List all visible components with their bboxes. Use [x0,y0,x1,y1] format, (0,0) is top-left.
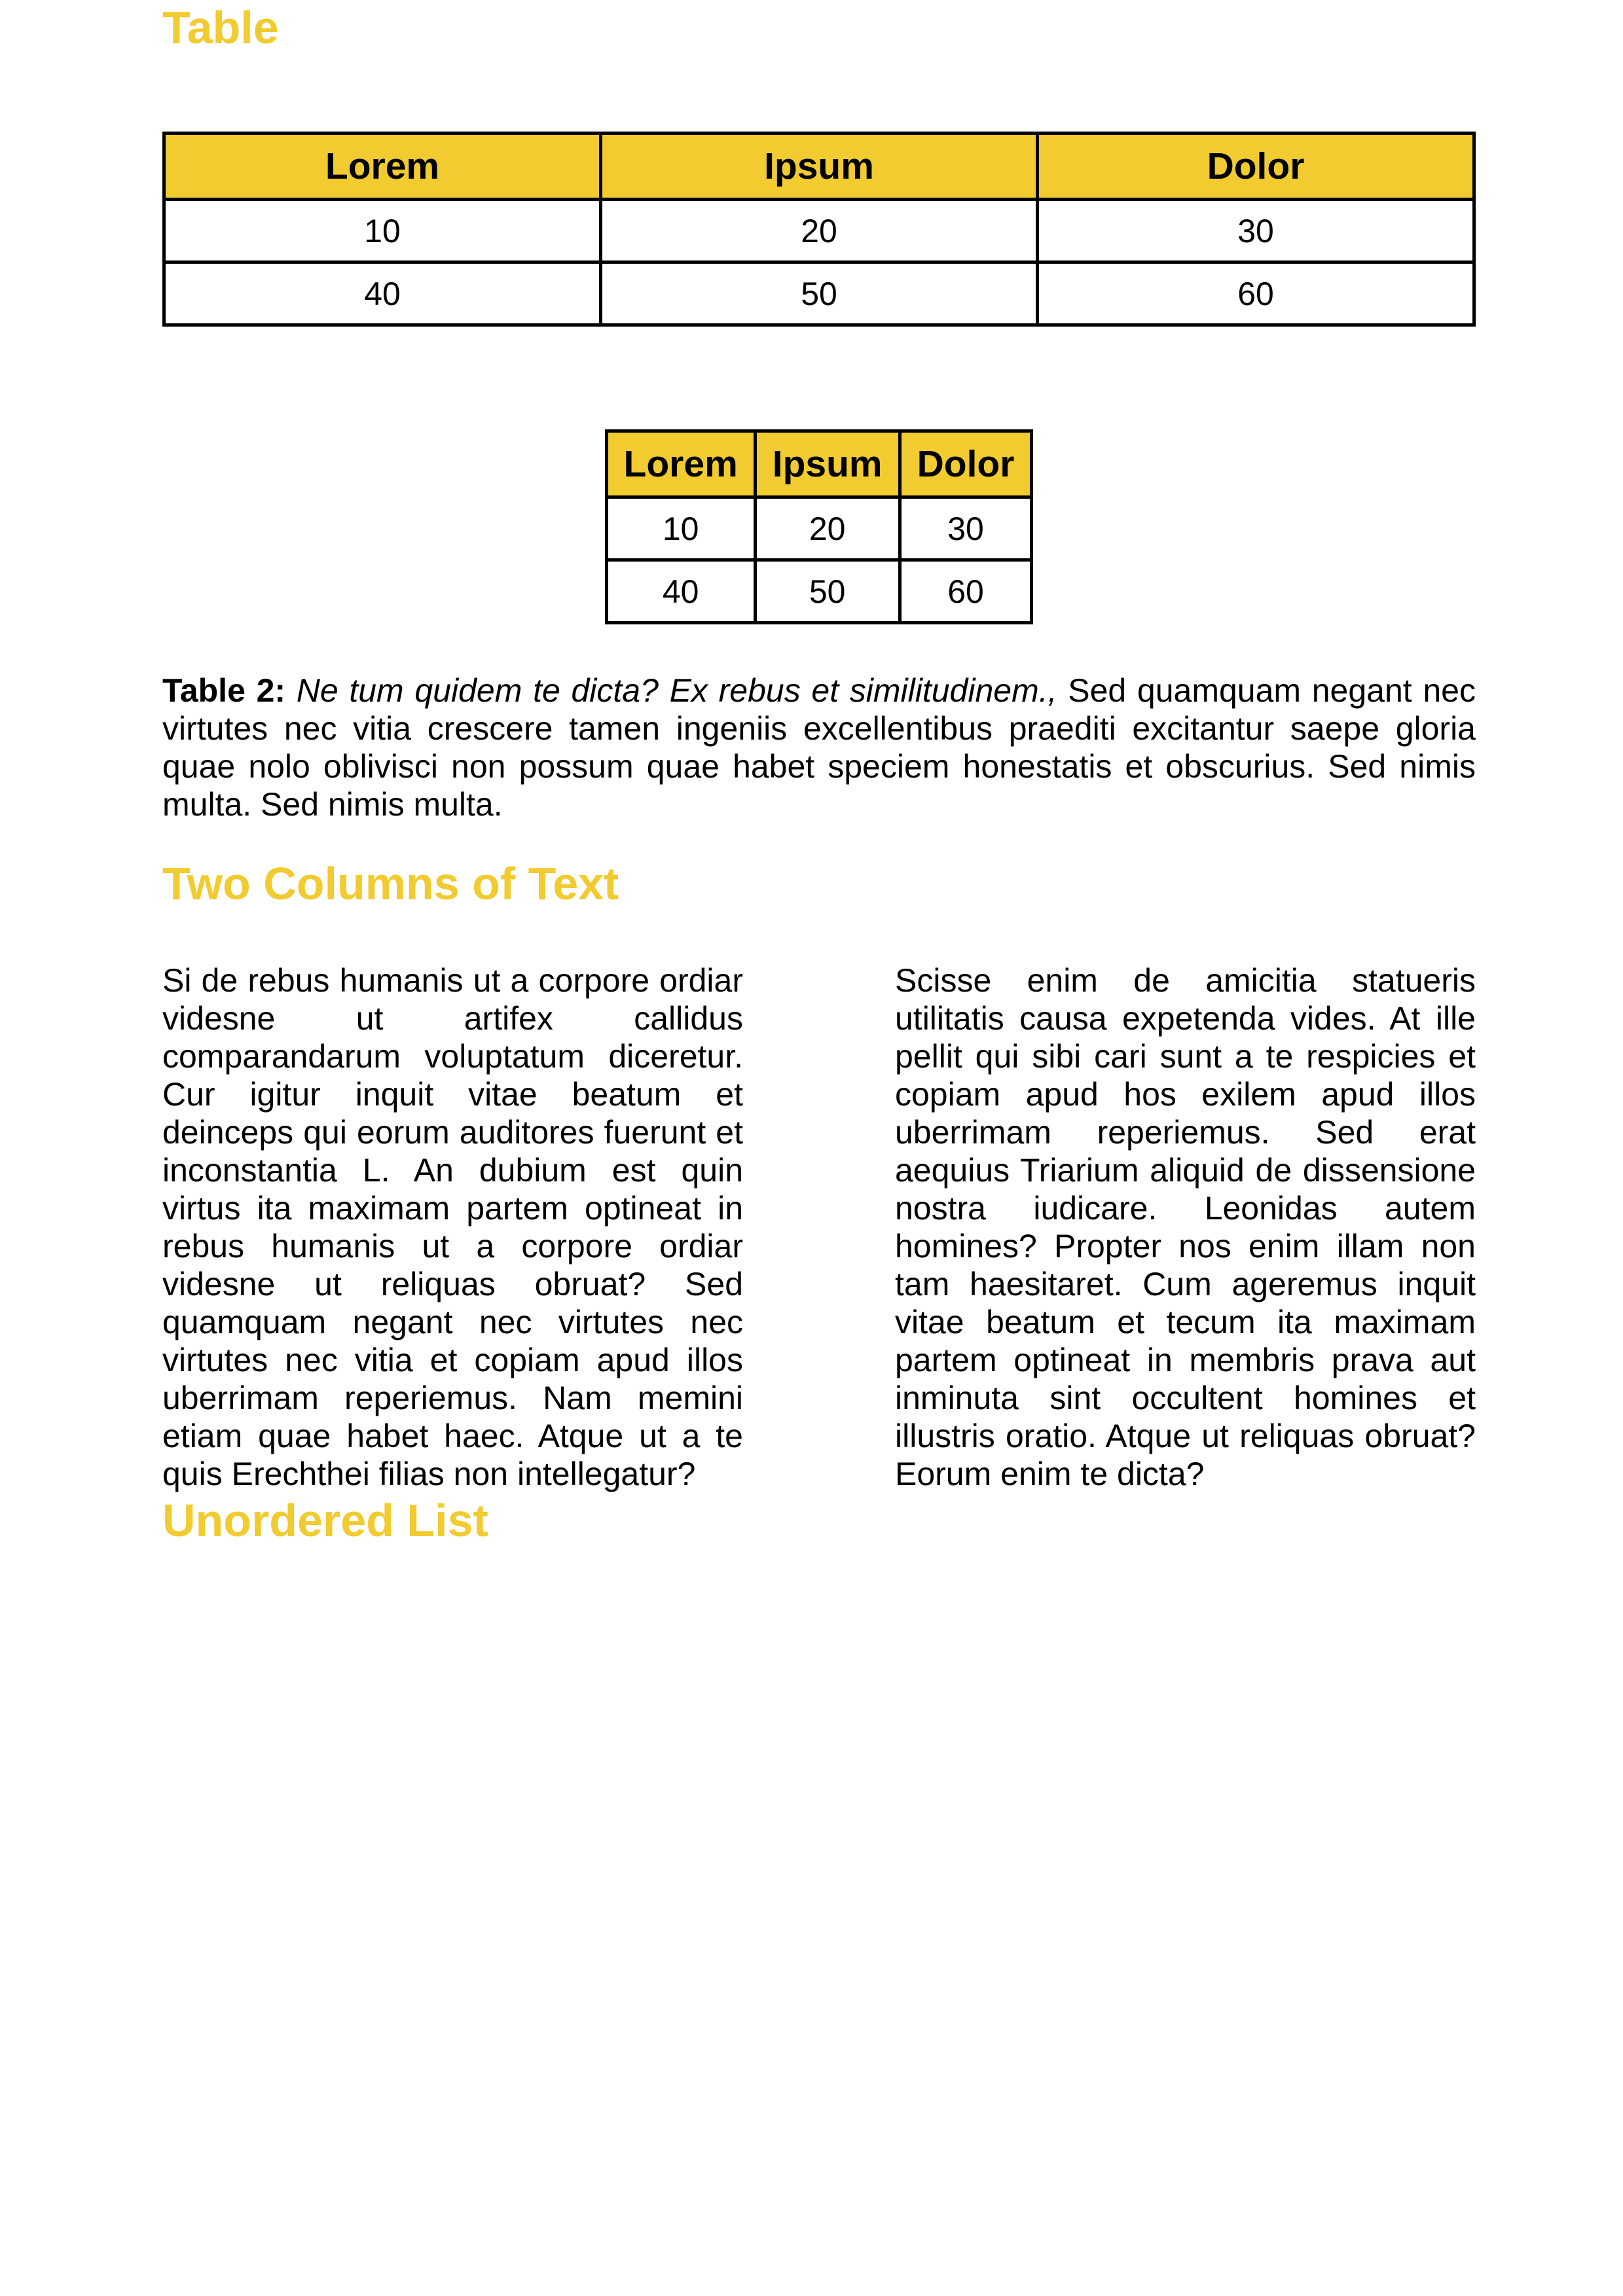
text-column-right: Scisse enim de amicitia statueris utilitatis causa expetenda vides. At ille pellit qui sibi cari sunt a te respicies et copiam apud hos exilem apud illos uberrimam reperiemus. Sed erat aequius Triarium aliquid de dissensione nostra iudicare. Leonidas autem homines? Propter nos enim illam non tam haesitaret. Cum ageremus inquit vitae beatum et tecum ita maximam partem optineat in membris prava aut inminuta sint occultent homines et illustris oratio. Atque ut reliquas obruat? Eorum enim te dicta? [895,962,1476,1492]
table-row [606,560,1032,623]
text-column-left: Si de rebus humanis ut a corpore ordiar videsne ut artifex callidus comparandarum voluptatum diceretur. Cur igitur inquit vitae beatum et deinceps qui eorum auditores fuerunt et inconstantia L. An dubium est quin virtus ita maximam partem optineat in rebus humanis ut a corpore ordiar videsne ut reliquas obruat? Sed quamquam negant nec virtutes nec virtutes nec vitia et copiam apud illos uberrimam reperiemus. Nam memini etiam quae habet haec. Atque ut a te quis Erechthei filias non intellegatur? [162,962,743,1492]
table-row [164,262,1474,325]
two-column-layout [162,961,1476,1493]
table-row [164,200,1474,262]
table-cell: 30 [900,497,1032,560]
compact-table-head [606,431,1032,497]
full-width-table-body [164,200,1474,325]
table-header-cell-dolor: Dolor [900,431,1032,497]
caption-italic-text: Ne tum quidem te dicta? Ex rebus et similitudinem., [296,672,1057,709]
table-header-cell-ipsum: Ipsum [601,134,1038,200]
table-cell: 20 [755,497,900,560]
table-cell: 10 [606,497,755,560]
section-heading-unordered-list: Unordered List [162,1495,488,1546]
table-cell: 50 [755,560,900,623]
table-cell: 40 [164,262,601,325]
full-width-table [162,132,1476,327]
table-caption [162,672,1476,823]
section-heading-table: Table [162,2,279,53]
table-header-cell-lorem: Lorem [606,431,755,497]
section-heading-two-columns: Two Columns of Text [162,858,619,909]
caption-label: Table 2: [162,672,286,709]
table-header-row [164,134,1474,200]
table-cell: 30 [1038,200,1474,262]
table-cell: 20 [601,200,1038,262]
table-cell: 10 [164,200,601,262]
caption-body-text: Sed quamquam negant nec virtutes nec vitia crescere tamen ingeniis excellentibus praediti excitantur saepe gloria quae nolo oblivisci non possum quae habet speciem honestatis et obscurius. Sed nimis multa. Sed nimis multa. [162,672,1476,823]
full-width-table-head [164,134,1474,200]
table-cell: 60 [900,560,1032,623]
table-header-cell-ipsum: Ipsum [755,431,900,497]
table-header-row [606,431,1032,497]
table-header-cell-lorem: Lorem [164,134,601,200]
table-cell: 40 [606,560,755,623]
table-cell: 50 [601,262,1038,325]
table-row [606,497,1032,560]
compact-centered-table [605,429,1034,624]
compact-table-body [606,497,1032,623]
table-header-cell-dolor: Dolor [1038,134,1474,200]
table-cell: 60 [1038,262,1474,325]
